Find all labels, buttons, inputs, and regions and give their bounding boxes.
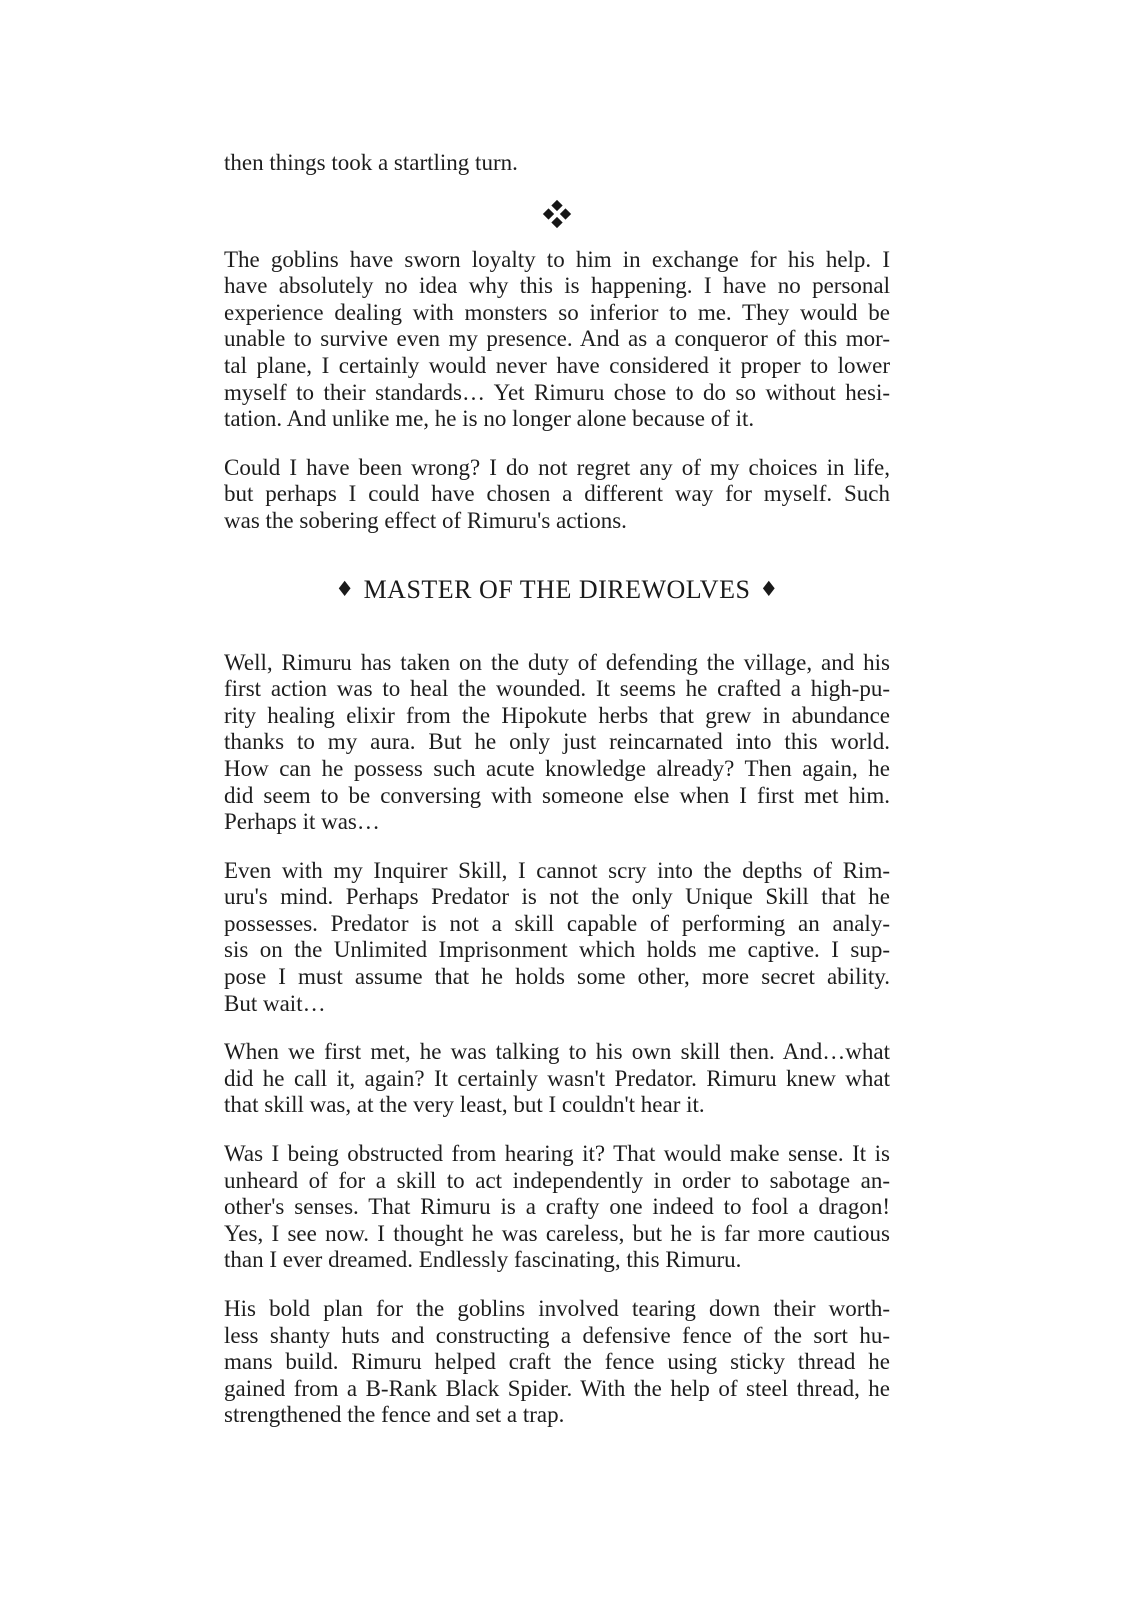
body-text-line: tal plane, I certainly would never have considered it proper to lower — [224, 352, 890, 378]
body-paragraph — [224, 455, 890, 535]
body-text-line: Yes, I see now. I thought he was careless, but he is far more cautious — [224, 1220, 890, 1246]
body-text-line: that skill was, at the very least, but I couldn't hear it. — [224, 1092, 705, 1118]
opening-line: then things took a startling turn. — [224, 150, 518, 175]
body-text-line: Perhaps it was… — [224, 809, 380, 835]
body-text-line: myself to their standards… Yet Rimuru chose to do so without hesi- — [224, 379, 890, 405]
page-text-column — [224, 150, 890, 1451]
scene-break — [224, 199, 890, 229]
body-text-line: possesses. Predator is not a skill capable of performing an analy- — [224, 910, 890, 936]
body-text-line: When we first met, he was talking to his own skill then. And…what — [224, 1039, 890, 1065]
body-text-line: have absolutely no idea why this is happening. I have no personal — [224, 273, 890, 299]
body-paragraph — [224, 247, 890, 433]
body-text-line: unheard of for a skill to act independently in order to sabotage an- — [224, 1167, 890, 1193]
body-text-line: His bold plan for the goblins involved tearing down their worth- — [224, 1296, 890, 1321]
body-text-line: experience dealing with monsters so inferior to me. They would be — [224, 299, 890, 325]
body-text-line: unable to survive even my presence. And as a conqueror of this mor- — [224, 326, 890, 352]
body-paragraph — [224, 650, 890, 836]
scene-break-icon — [543, 199, 571, 227]
body-text-line: Even with my Inquirer Skill, I cannot scry into the depths of Rim- — [224, 857, 890, 883]
body-text-line: gained from a B-Rank Black Spider. With the help of steel thread, he — [224, 1375, 890, 1401]
body-text-line: The goblins have sworn loyalty to him in exchange for his help. I — [224, 246, 890, 272]
body-text-line: was the sobering effect of Rimuru's actions. — [224, 507, 627, 533]
body-text-line: Was I being obstructed from hearing it? That would make sense. It is — [224, 1141, 890, 1167]
body-text-line: Well, Rimuru has taken on the duty of defending the village, and his — [224, 649, 890, 675]
body-paragraph — [224, 1141, 890, 1274]
section-heading — [224, 575, 890, 606]
body-text-line: sis on the Unlimited Imprisonment which holds me captive. I sup- — [224, 937, 890, 963]
body-text-line: uru's mind. Perhaps Predator is not the only Unique Skill that he — [224, 884, 890, 910]
body-text-line: did seem to be conversing with someone else when I first met him. — [224, 782, 890, 808]
body-text-line: But wait… — [224, 990, 326, 1016]
body-text-line: How can he possess such acute knowledge already? Then again, he — [224, 755, 890, 781]
diamond-icon: ♦ — [335, 576, 355, 601]
section-heading-text: MASTER OF THE DIREWOLVES — [363, 574, 751, 604]
body-text-line: did he call it, again? It certainly wasn't Predator. Rimuru knew what — [224, 1065, 890, 1091]
body-text-line: than I ever dreamed. Endlessly fascinating, this Rimuru. — [224, 1247, 742, 1273]
body-paragraph — [224, 1296, 890, 1429]
body-text-line: other's senses. That Rimuru is a crafty one indeed to fool a dragon! — [224, 1194, 890, 1220]
diamond-icon: ♦ — [759, 576, 779, 601]
body-paragraph — [224, 1039, 890, 1119]
body-text-line: rity healing elixir from the Hipokute herbs that grew in abundance — [224, 702, 890, 728]
body-text-line: tation. And unlike me, he is no longer alone because of it. — [224, 406, 755, 432]
body-text-line: pose I must assume that he holds some other, more secret ability. — [224, 964, 890, 990]
body-text-line: but perhaps I could have chosen a different way for myself. Such — [224, 481, 890, 507]
body-paragraph — [224, 858, 890, 1018]
body-text-line: strengthened the fence and set a trap. — [224, 1402, 565, 1428]
body-text-line: mans build. Rimuru helped craft the fence using sticky thread he — [224, 1349, 890, 1375]
body-text-line: less shanty huts and constructing a defensive fence of the sort hu- — [224, 1322, 890, 1348]
body-text-line: first action was to heal the wounded. It seems he crafted a high-pu- — [224, 676, 890, 702]
body-text-line: Could I have been wrong? I do not regret any of my choices in life, — [224, 454, 890, 480]
body-text-line: thanks to my aura. But he only just reincarnated into this world. — [224, 729, 890, 755]
